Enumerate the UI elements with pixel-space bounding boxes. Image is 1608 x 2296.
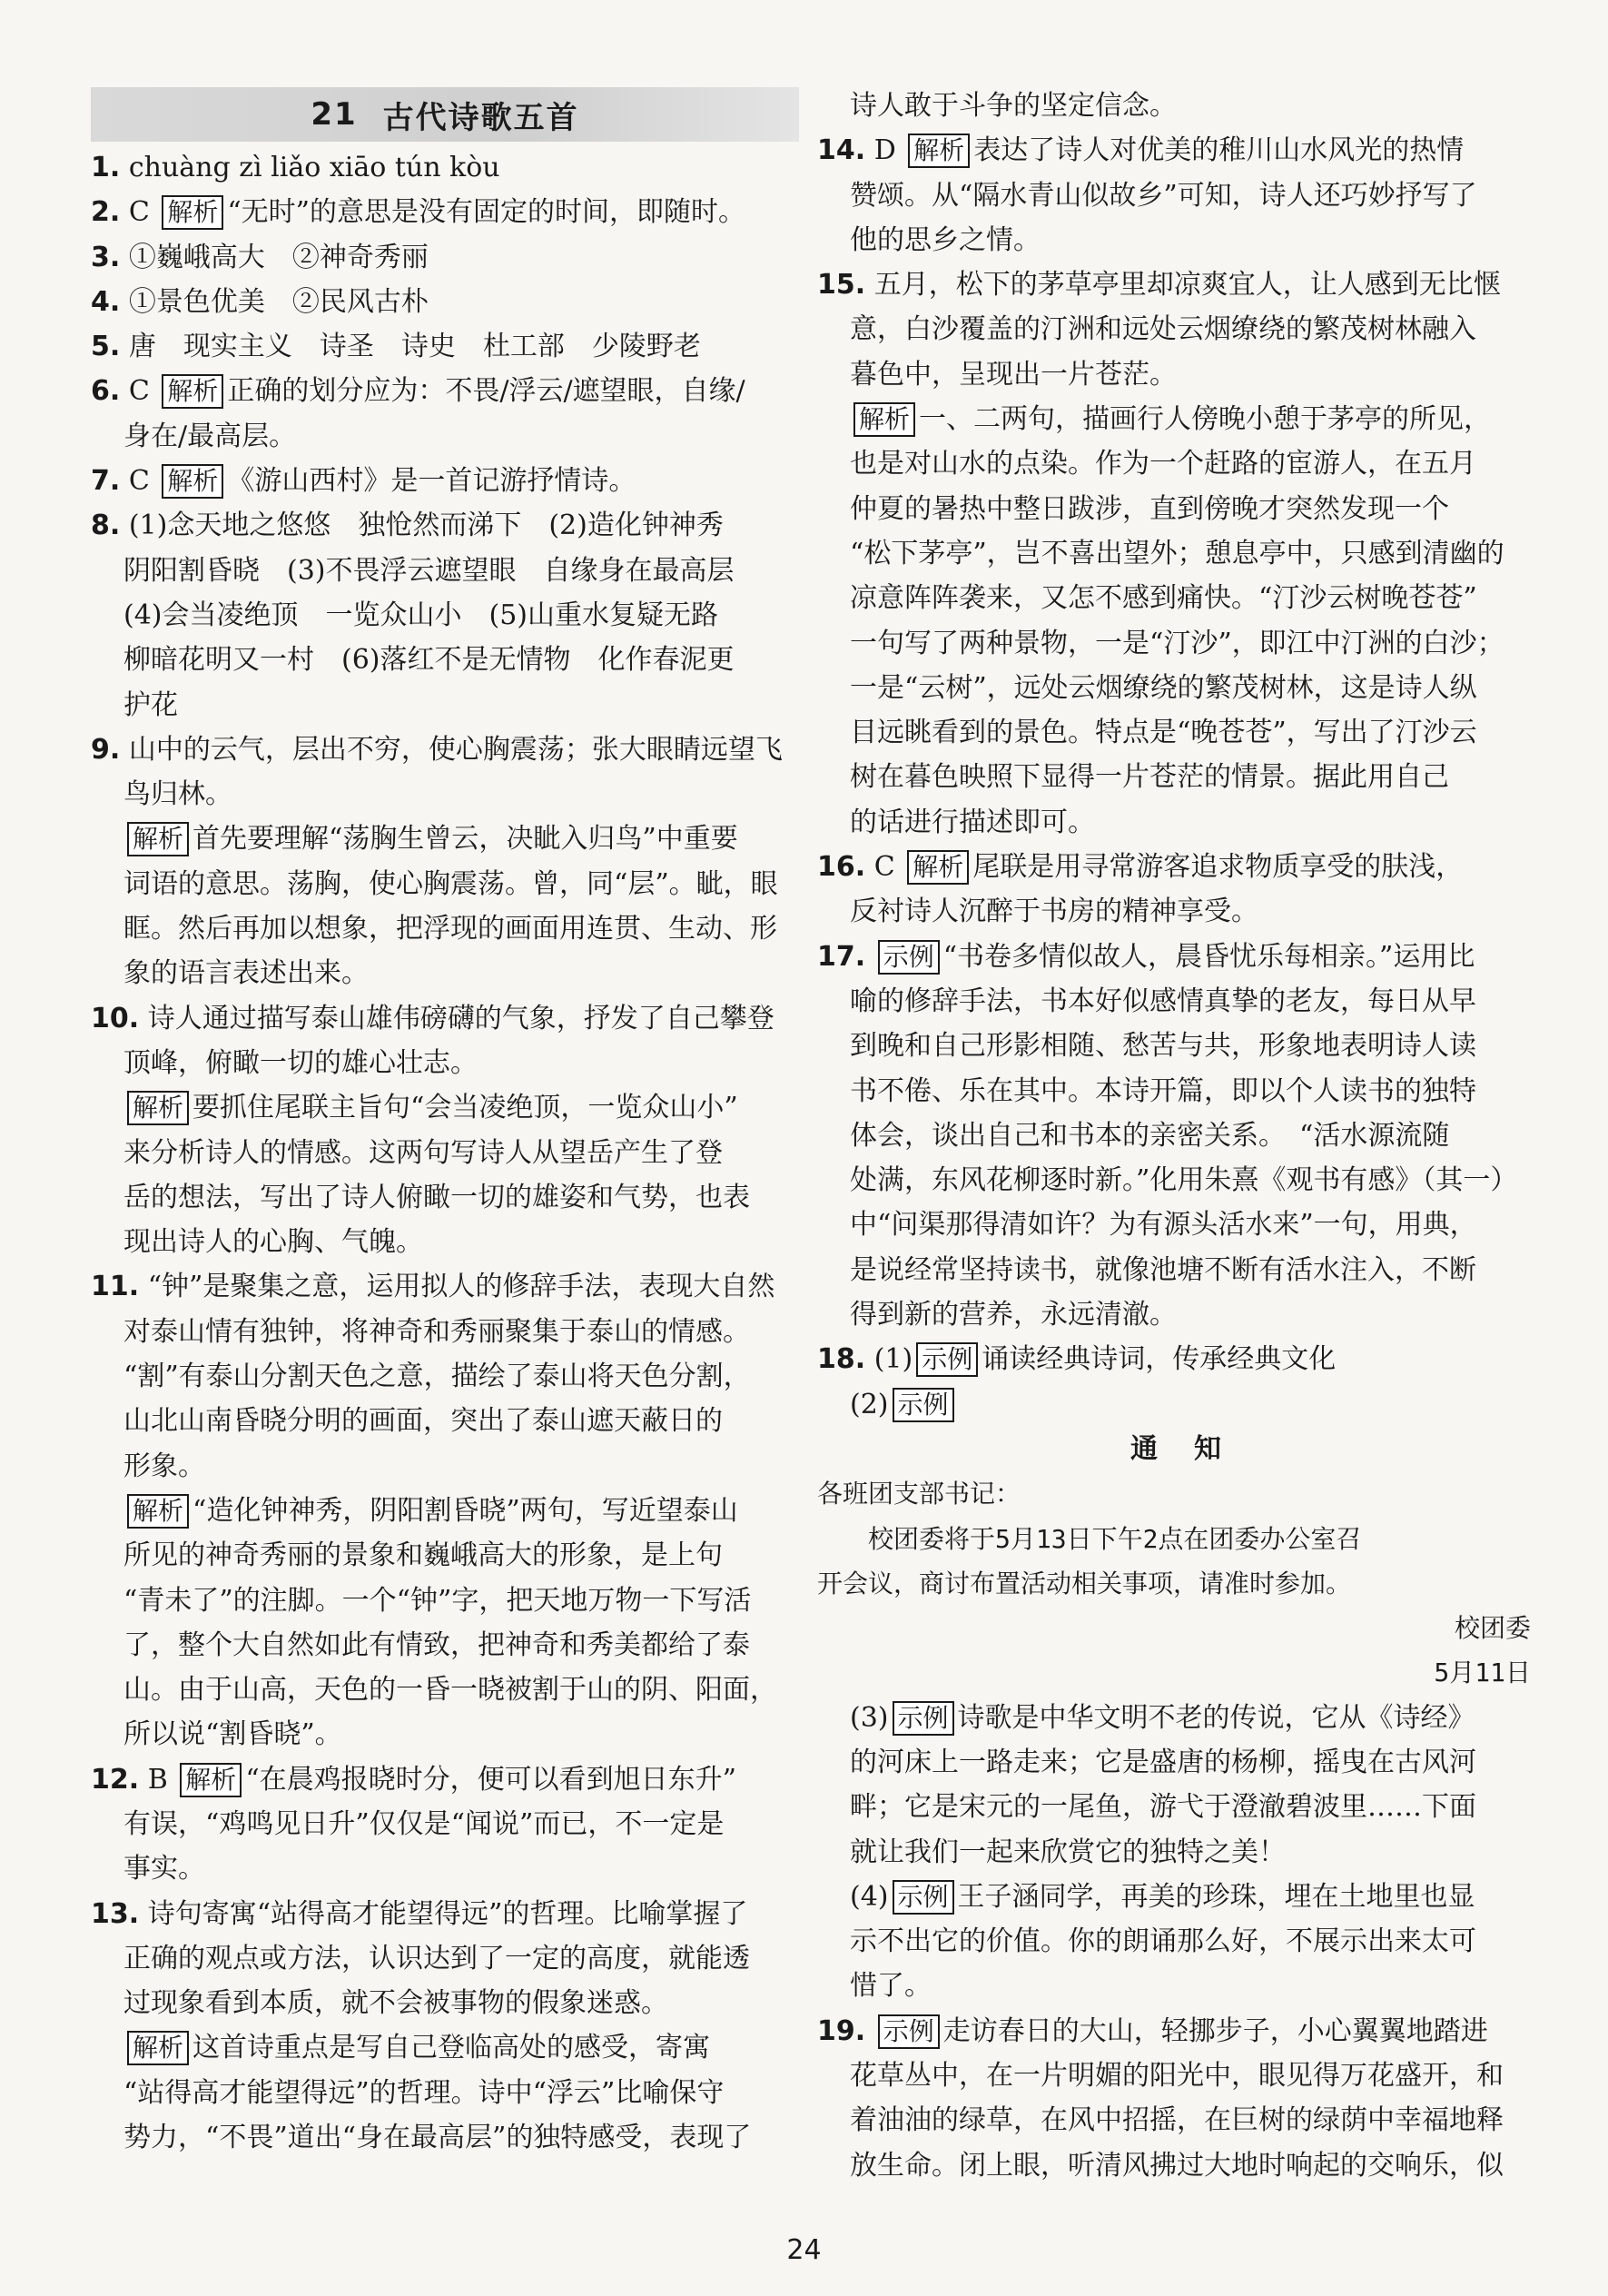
- answer-text: ①景色优美 ②民风古朴: [128, 285, 429, 318]
- answer-text: “松下茅亭”，岂不喜出望外；憩息亭中，只感到清幽的: [850, 537, 1504, 569]
- answer-text: “站得高才能望得远”的哲理。诗中“浮云”比喻保守: [123, 2076, 725, 2109]
- answer-text: 暮色中，呈现出一片苍茫。: [850, 358, 1177, 391]
- answer-line: [817, 1113, 1534, 1158]
- answer-text: 反衬诗人沉醉于书房的精神享受。: [850, 896, 1258, 928]
- analysis-tag: 示例: [893, 1880, 954, 1915]
- analysis-tag: 示例: [916, 1342, 978, 1377]
- answer-text: “钟”是聚集之意，运用拟人的修辞手法，表现大自然: [147, 1271, 775, 1303]
- answer-text: 身在/最高层。: [123, 420, 297, 452]
- notice-title: 通知: [1130, 1432, 1258, 1465]
- answer-line: [817, 441, 1534, 486]
- answer-line: [91, 862, 799, 906]
- answer-line: [91, 2115, 799, 2160]
- answer-text: 赞颂。从“隔水青山似故乡”可知，诗人还巧妙抒写了: [850, 179, 1477, 212]
- answer-line: [91, 1399, 799, 1443]
- answer-line: [817, 1382, 1534, 1427]
- answer-line: [817, 1740, 1534, 1785]
- answer-text: 诗人通过描写泰山雄伟磅礴的气象，抒发了自己攀登: [147, 1002, 774, 1034]
- answer-line: [91, 1533, 799, 1578]
- answer-text: 阴阳割昏晓 (3)不畏浮云遮望眼 自缘身在最高层: [123, 554, 735, 587]
- answer-text: 了，整个大自然如此有情致，把神奇和秀美都给了泰: [123, 1628, 750, 1661]
- answer-line: [817, 1785, 1534, 1829]
- question-number: 6.: [91, 375, 121, 408]
- answer-line: [91, 369, 799, 413]
- answer-line: [91, 1578, 799, 1623]
- answer-line: [817, 889, 1534, 934]
- answer-line: [91, 1846, 799, 1891]
- notice-line: 各班团支部书记：: [817, 1479, 1021, 1509]
- answer-text: 眶。然后再加以想象，把浮现的画面用连贯、生动、形: [123, 913, 777, 945]
- question-number: 10.: [91, 1002, 140, 1034]
- answer-text: 表达了诗人对优美的稚川山水风光的热情: [973, 134, 1465, 167]
- answer-line: [817, 1337, 1534, 1381]
- answer-text: 首先要理解“荡胸生曾云，决眦入归鸟”中重要: [192, 823, 738, 856]
- answer-line: [817, 262, 1534, 307]
- question-number: 9.: [91, 733, 121, 766]
- question-number: 13.: [91, 1897, 140, 1930]
- answer-text: C: [128, 196, 159, 229]
- question-number: 14.: [817, 134, 866, 167]
- answer-text: 的河床上一路走来；它是盛唐的杨柳，摇曳在古风河: [850, 1746, 1476, 1778]
- answer-text: 中“问渠那得清如许？为有源头活水来”一句，用典，: [850, 1209, 1477, 1242]
- answer-line: [817, 1158, 1534, 1202]
- answer-text: 来分析诗人的情感。这两句写诗人从望岳产生了登: [123, 1136, 723, 1169]
- answer-text: 他的思乡之情。: [850, 223, 1041, 256]
- answer-line: [817, 1248, 1534, 1292]
- question-number: 18.: [817, 1343, 866, 1376]
- answer-line: [91, 2025, 799, 2070]
- answer-text: 现出诗人的心胸、气魄。: [123, 1226, 423, 1259]
- answer-text: 的话进行描述即可。: [850, 806, 1095, 838]
- answer-line: [817, 979, 1534, 1024]
- answer-text: 凉意阵阵袭来，又怎不感到痛快。“汀沙云树晚苍苍”: [850, 582, 1477, 615]
- question-number: 2.: [91, 196, 121, 229]
- answer-text: 鸟归林。: [123, 778, 232, 811]
- answer-line: [817, 1069, 1534, 1113]
- answer-line: [91, 1802, 799, 1846]
- answer-line: [817, 1830, 1534, 1875]
- answer-line: [817, 666, 1534, 710]
- answer-line: [91, 906, 799, 951]
- answer-text: 处满，东风花柳逐时新。”化用朱熹《观书有感》（其一）: [850, 1164, 1518, 1197]
- answer-text: 五月，松下的茅草亭里却凉爽宜人，让人感到无比惬: [873, 269, 1501, 302]
- answer-text: “无时”的意思是没有固定的时间，即随时。: [227, 196, 746, 229]
- answer-text: 王子涵同学，再美的珍珠，埋在土地里也显: [957, 1880, 1475, 1913]
- answer-text: B: [147, 1763, 177, 1796]
- answer-line: [91, 772, 799, 816]
- answer-line: [91, 503, 799, 548]
- answer-text: 示不出它的价值。你的朗诵那么好，不展示出来太可: [850, 1925, 1476, 1958]
- answer-text: 书不倦、乐在其中。本诗开篇，即以个人读书的独特: [850, 1074, 1476, 1107]
- answer-text: 走访春日的大山，轻挪步子，小心翼翼地踏进: [942, 2014, 1488, 2047]
- answer-text: 护花: [123, 688, 178, 721]
- question-number: 17.: [817, 940, 866, 973]
- answer-line: [91, 727, 799, 772]
- notice-signature: 校团委: [1454, 1613, 1531, 1644]
- left-column: [91, 87, 799, 2160]
- question-number: 3.: [91, 241, 121, 273]
- analysis-tag: 解析: [162, 195, 223, 230]
- answer-text: (2): [850, 1388, 889, 1420]
- answer-text: “书卷多情似故人，晨昏忧乐每相亲。”运用比: [942, 940, 1475, 973]
- answer-line: [817, 576, 1534, 620]
- answer-line: [817, 173, 1534, 218]
- answer-text: 岳的想法，写出了诗人俯瞰一切的雄姿和气势，也表: [123, 1181, 750, 1213]
- answer-line: [91, 1131, 799, 1175]
- analysis-tag: 解析: [162, 374, 223, 409]
- question-number: 1.: [91, 152, 121, 183]
- answer-line: [817, 487, 1534, 531]
- answer-line: [91, 638, 799, 682]
- question-number: 15.: [817, 269, 866, 302]
- right-column: [817, 84, 1534, 2188]
- analysis-tag: 解析: [127, 822, 189, 856]
- answer-line: [817, 307, 1534, 351]
- answer-text: 山北山南昏晓分明的画面，突出了泰山遮天蔽日的: [123, 1405, 723, 1438]
- answer-line: [817, 1292, 1534, 1337]
- question-number: 4.: [91, 285, 121, 318]
- answer-line: [817, 2009, 1534, 2054]
- analysis-tag: 解析: [853, 402, 915, 437]
- answer-text: 正确的观点或方法，认识达到了一定的高度，就能透: [123, 1942, 750, 1974]
- answer-line: [91, 1444, 799, 1489]
- answer-line: [91, 1712, 799, 1757]
- analysis-tag: 示例: [893, 1701, 954, 1736]
- answer-line: [91, 1354, 799, 1399]
- answer-line: [91, 1264, 799, 1309]
- answer-line: [91, 1220, 799, 1264]
- answer-line: [817, 845, 1534, 889]
- analysis-tag: 解析: [908, 134, 970, 168]
- answer-text: 一句写了两种景物，一是“汀沙”，即江中汀洲的白沙；: [850, 627, 1504, 659]
- answer-text: 目远眺看到的景色。特点是“晚苍苍”，写出了汀沙云: [850, 717, 1477, 749]
- answer-text: (1)念天地之悠悠 独怆然而涕下 (2)造化钟神秀: [128, 510, 724, 542]
- answer-text: 尾联是用寻常游客追求物质享受的肤浅，: [972, 851, 1464, 884]
- question-number: 16.: [817, 851, 866, 884]
- answer-text: 仲夏的暑热中整日跋涉，直到傍晚才突然发现一个: [850, 492, 1449, 525]
- answer-line: [91, 816, 799, 861]
- answer-text: chuàng zì liǎo xiāo tún kòu: [128, 152, 500, 183]
- answer-line: [91, 235, 799, 280]
- answer-line: [817, 218, 1534, 262]
- answer-text: 诵读经典诗词，传承经典文化: [982, 1343, 1337, 1376]
- answer-text: 诗句寄寓“站得高才能望得远”的哲理。比喻掌握了: [147, 1897, 748, 1930]
- answer-text: C: [128, 465, 159, 498]
- answer-line: [817, 1919, 1534, 1964]
- answer-line: [91, 1175, 799, 1220]
- answer-line: [91, 1041, 799, 1085]
- answer-line: [91, 951, 799, 995]
- answer-text: (4)会当凌绝顶 一览众山小 (5)山重水复疑无路: [123, 599, 718, 631]
- answer-line: [91, 1085, 799, 1130]
- answer-line: [817, 1202, 1534, 1247]
- answer-text: “造化钟神秀，阴阳割昏晓”两句，写近望泰山: [192, 1494, 738, 1527]
- answer-text: 到晚和自己形影相随、愁苦与共，形象地表明诗人读: [850, 1030, 1476, 1063]
- answer-line: [817, 800, 1534, 845]
- question-number: 5.: [91, 331, 121, 363]
- answer-line: [91, 1668, 799, 1712]
- answer-text: 一、二两句，描画行人傍晚小憩于茅亭的所见，: [919, 403, 1492, 436]
- answer-line: [817, 710, 1534, 755]
- answer-text: 放生命。闭上眼，听清风拂过大地时响起的交响乐，似: [850, 2149, 1504, 2182]
- notice-signature: 5月11日: [1434, 1658, 1531, 1688]
- answer-text: 对泰山情有独钟，将神奇和秀丽聚集于泰山的情感。: [123, 1315, 750, 1348]
- answer-line: [91, 280, 799, 324]
- answer-text: 势力，“不畏”道出“身在最高层”的独特感受，表现了: [123, 2122, 752, 2154]
- section-number: 21: [311, 96, 358, 133]
- answer-text: 象的语言表述出来。: [123, 957, 369, 990]
- analysis-tag: 示例: [878, 940, 940, 975]
- answer-text: 《游山西村》是一首记游抒情诗。: [227, 465, 636, 498]
- analysis-tag: 解析: [180, 1763, 242, 1797]
- answer-text: 着油油的绿草，在风中招摇，在巨树的绿荫中幸福地释: [850, 2104, 1504, 2137]
- answer-text: “割”有泰山分割天色之意，描绘了泰山将天色分割，: [123, 1361, 751, 1393]
- answer-text: 要抓住尾联主旨句“会当凌绝顶，一览众山小”: [192, 1092, 738, 1124]
- answer-line: [91, 145, 799, 190]
- answer-text: 正确的划分应为：不畏/浮云/遮望眼，自缘/: [227, 375, 745, 408]
- analysis-tag: 示例: [893, 1388, 954, 1422]
- answer-text: 形象。: [123, 1450, 205, 1482]
- answer-text: 花草丛中，在一片明媚的阳光中，眼见得万花盛开，和: [850, 2060, 1504, 2093]
- answer-text: 也是对山水的点染。作为一个赶路的宦游人，在五月: [850, 448, 1476, 480]
- answer-text: 诗歌是中华文明不老的传说，它从《诗经》: [957, 1701, 1475, 1734]
- answer-line: [91, 324, 799, 369]
- analysis-tag: 示例: [878, 2014, 940, 2049]
- analysis-tag: 解析: [127, 1494, 189, 1529]
- answer-text: C: [128, 375, 159, 408]
- notice-line: 校团委将于5月13日下午2点在团委办公室召: [868, 1523, 1362, 1554]
- answer-line: [91, 1757, 799, 1802]
- answer-line: [91, 2071, 799, 2115]
- answer-line: [817, 128, 1534, 173]
- answer-text: 事实。: [123, 1853, 205, 1885]
- answer-line: [817, 1696, 1534, 1740]
- answer-text: 过现象看到本质，就不会被事物的假象迷惑。: [123, 1987, 668, 2020]
- answer-line: [91, 1489, 799, 1533]
- analysis-tag: 解析: [162, 464, 223, 499]
- answer-text: 是说经常坚持读书，就像池塘不断有活水注入，不断: [850, 1253, 1476, 1286]
- answer-text: 畔；它是宋元的一尾鱼，游弋于澄澈碧波里……下面: [850, 1791, 1476, 1824]
- analysis-tag: 解析: [127, 1091, 189, 1125]
- answer-line: [91, 549, 799, 593]
- analysis-tag: 解析: [907, 850, 969, 885]
- answer-text: 惜了。: [850, 1970, 932, 2003]
- answer-text: (4): [850, 1880, 889, 1913]
- question-number: 12.: [91, 1763, 140, 1796]
- answer-text: 所见的神奇秀丽的景象和巍峨高大的形象，是上句: [123, 1539, 723, 1572]
- answer-text: 诗人敢于斗争的坚定信念。: [850, 90, 1177, 122]
- answer-line: [91, 1623, 799, 1668]
- answer-line: [817, 935, 1534, 979]
- answer-text: 就让我们一起来欣赏它的独特之美！: [850, 1836, 1286, 1868]
- answer-line: [817, 2098, 1534, 2143]
- answer-line: [91, 996, 799, 1041]
- question-number: 7.: [91, 465, 121, 498]
- answer-line: [91, 459, 799, 503]
- answer-line: [817, 84, 1534, 128]
- answer-text: 词语的意思。荡胸，使心胸震荡。曾，同“层”。眦，眼: [123, 867, 778, 900]
- section-header: [91, 87, 799, 142]
- page-number: 24: [786, 2234, 822, 2266]
- answer-text: 体会，谈出自己和书本的亲密关系。 “活水源流随: [850, 1119, 1450, 1152]
- answer-line: [817, 397, 1534, 441]
- question-number: 19.: [817, 2014, 866, 2047]
- answer-line: [91, 1936, 799, 1981]
- answer-text: 唐 现实主义 诗圣 诗史 杜工部 少陵野老: [128, 331, 701, 363]
- answer-text: 得到新的营养，永远清澈。: [850, 1299, 1177, 1331]
- analysis-tag: 解析: [127, 2031, 189, 2065]
- answer-text: 有误，“鸡鸣见日升”仅仅是“闻说”而已，不一定是: [123, 1807, 725, 1840]
- answer-text: 山中的云气，层出不穷，使心胸震荡；张大眼睛远望飞: [128, 733, 783, 766]
- section-title: 古代诗歌五首: [382, 99, 579, 136]
- answer-text: C: [873, 851, 904, 884]
- answer-line: [91, 593, 799, 638]
- answer-text: ①巍峨高大 ②神奇秀丽: [128, 241, 429, 273]
- answer-text: “青未了”的注脚。一个“钟”字，把天地万物一下写活: [123, 1584, 752, 1617]
- answer-line: [91, 1310, 799, 1354]
- answer-line: [817, 1875, 1534, 1919]
- answer-line: [817, 531, 1534, 576]
- answer-line: [91, 1981, 799, 2025]
- answer-line: [817, 755, 1534, 799]
- answer-line: [817, 352, 1534, 397]
- answer-line: [817, 621, 1534, 666]
- answer-line: [817, 1024, 1534, 1068]
- answer-line: [91, 190, 799, 234]
- answer-line: [817, 2143, 1534, 2188]
- answer-line: [817, 2054, 1534, 2098]
- answer-line: [91, 1892, 799, 1936]
- answer-text: 树在暮色映照下显得一片苍茫的情景。据此用自己: [850, 761, 1449, 794]
- answer-text: (1): [873, 1343, 913, 1376]
- answer-line: [817, 1964, 1534, 2008]
- answer-text: D: [873, 134, 905, 167]
- answer-text: 意，白沙覆盖的汀洲和远处云烟缭绕的繁茂树林融入: [850, 313, 1476, 346]
- answer-text: 这首诗重点是写自己登临高处的感受，寄寓: [192, 2032, 711, 2064]
- answer-text: 山。由于山高，天色的一昏一晓被割于山的阴、阳面，: [123, 1674, 777, 1707]
- answer-text: 所以说“割昏晓”。: [123, 1718, 342, 1751]
- answer-text: 喻的修辞手法，书本好似感情真挚的老友，每日从早: [850, 985, 1476, 1017]
- answer-text: 顶峰，俯瞰一切的雄心壮志。: [123, 1046, 478, 1079]
- answer-line: [91, 683, 799, 727]
- question-number: 11.: [91, 1271, 140, 1303]
- answer-line: [91, 414, 799, 459]
- notice-line: 开会议，商讨布置活动相关事项，请准时参加。: [817, 1568, 1352, 1598]
- answer-text: 柳暗花明又一村 (6)落红不是无情物 化作春泥更: [123, 644, 735, 677]
- answer-text: 一是“云树”，远处云烟缭绕的繁茂树林，这是诗人纵: [850, 671, 1477, 704]
- answer-text: “在晨鸡报晓时分，便可以看到旭日东升”: [245, 1763, 736, 1796]
- question-number: 8.: [91, 510, 121, 542]
- answer-text: (3): [850, 1701, 889, 1734]
